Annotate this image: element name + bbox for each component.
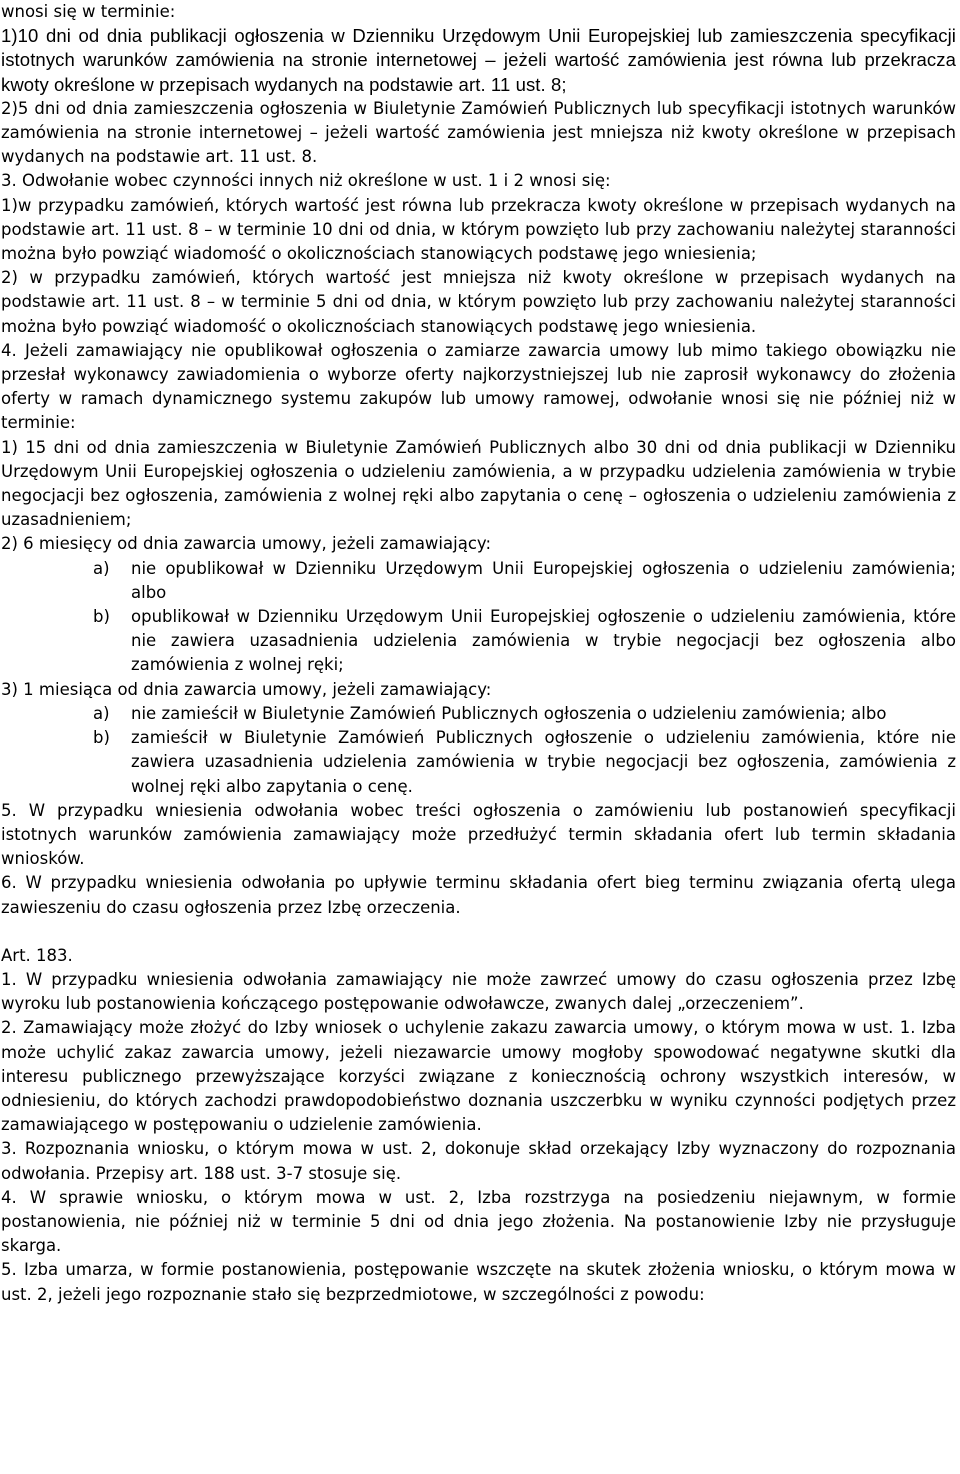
paragraph: 1)10 dni od dnia publikacji ogłoszenia w Dzienniku Urzędowym Unii Europejskiej lub zamieszczenia specyfikacji istotnych warunków zamówienia na stronie internetowej – jeżeli wartość zamówienia jest równa lub przekracza kwoty określone w przepisach wydanych na podstawie art. 11 ust. 8; xyxy=(1,25,956,95)
paragraph: 5. W przypadku wniesienia odwołania wobec treści ogłoszenia o zamówieniu lub postanowień specyfikacji istotnych warunków zamówienia zamawiający może przedłużyć termin składania ofert lub termin składania wniosków. xyxy=(1,800,956,869)
list-item xyxy=(1,726,956,799)
paragraph: 4. Jeżeli zamawiający nie opublikował ogłoszenia o zamiarze zawarcia umowy lub mimo takiego obowiązku nie przesłał wykonawcy zawiadomienia o wyborze oferty najkorzystniejszej lub nie zaprosił wykonawcy do złożenia oferty w ramach dynamicznego systemu zakupów lub umowy ramowej, odwołanie wnosi się nie później niż w terminie: xyxy=(1,340,956,433)
spacer xyxy=(1,920,956,944)
paragraph: 3) 1 miesiąca od dnia zawarcia umowy, jeżeli zamawiający: xyxy=(1,679,492,699)
list-marker: a) xyxy=(93,558,110,578)
list-marker: b) xyxy=(93,728,110,748)
list-item-text: nie zamieścił w Biuletynie Zamówień Publicznych ogłoszenia o udzieleniu zamówienia; albo xyxy=(131,703,887,723)
list-item-text: zamieścił w Biuletynie Zamówień Publicznych ogłoszenie o udzieleniu zamówienia, które nie zawiera uzasadnienia udzielenia zamówienia w trybie negocjacji bez ogłoszenia, zamówienia z wolnej ręki albo zapytania o cenę. xyxy=(131,728,956,796)
list-item xyxy=(1,702,956,726)
paragraph: 1)w przypadku zamówień, których wartość jest równa lub przekracza kwoty określone w przepisach wydanych na podstawie art. 11 ust. 8 – w terminie 10 dni od dnia, w którym powzięto lub przy zachowaniu należytej staranności można było powziąć wiadomość o okolicznościach stanowiących podstawę jego wniesienia; xyxy=(1,195,956,264)
list-marker: b) xyxy=(93,607,110,627)
paragraph: 1. W przypadku wniesienia odwołania zamawiający nie może zawrzeć umowy do czasu ogłoszenia przez Izbę wyroku lub postanowienia kończącego postępowanie odwoławcze, zwanych dalej „orzeczeniem”. xyxy=(1,969,956,1014)
paragraph: 1) 15 dni od dnia zamieszczenia w Biuletynie Zamówień Publicznych albo 30 dni od dnia publikacji w Dzienniku Urzędowym Unii Europejskiej ogłoszenia o udzieleniu zamówienia, a w przypadku udzielenia zamówienia w trybie negocjacji bez ogłoszenia, zamówienia z wolnej ręki albo zapytania o cenę – ogłoszenia o udzieleniu zamówienia z uzasadnieniem; xyxy=(1,437,956,530)
paragraph: 2. Zamawiający może złożyć do Izby wniosek o uchylenie zakazu zawarcia umowy, o którym mowa w ust. 1. Izba może uchylić zakaz zawarcia umowy, jeżeli niezawarcie umowy mogłoby spowodować negatywne skutki dla interesu publicznego przewyższające korzyści związane z koniecznością ochrony wszystkich interesów, w odniesieniu, do których zachodzi prawdopodobieństwo doznania uszczerbku w wyniku czynności podjętych przez zamawiającego w postępowaniu o udzielenie zamówienia. xyxy=(1,1018,956,1135)
article-heading: Art. 183. xyxy=(1,945,73,965)
paragraph: 4. W sprawie wniosku, o którym mowa w ust. 2, Izba rozstrzyga na posiedzeniu niejawnym, w formie postanowienia, nie później niż w terminie 5 dni od dnia jego złożenia. Na postanowienie Izby nie przysługuje skarga. xyxy=(1,1187,956,1256)
paragraph: 3. Rozpoznania wniosku, o którym mowa w ust. 2, dokonuje skład orzekający Izby wyznaczony do rozpoznania odwołania. Przepisy art. 188 ust. 3-7 stosuje się. xyxy=(1,1139,956,1183)
list-item xyxy=(1,605,956,678)
paragraph: 2)5 dni od dnia zamieszczenia ogłoszenia w Biuletynie Zamówień Publicznych lub specyfikacji istotnych warunków zamówienia na stronie internetowej – jeżeli wartość zamówienia jest mniejsza niż kwoty określone w przepisach wydanych na podstawie art. 11 ust. 8. xyxy=(1,98,956,167)
list-marker: a) xyxy=(93,703,110,723)
paragraph: wnosi się w terminie: xyxy=(1,2,176,21)
paragraph: 2) 6 miesięcy od dnia zawarcia umowy, jeżeli zamawiający: xyxy=(1,534,492,554)
paragraph: 6. W przypadku wniesienia odwołania po upływie terminu składania ofert bieg terminu związania ofertą ulega zawieszeniu do czasu ogłoszenia przez Izbę orzeczenia. xyxy=(1,873,956,917)
list-item-text: nie opublikował w Dzienniku Urzędowym Unii Europejskiej ogłoszenia o udzieleniu zamówienia; albo xyxy=(131,558,956,602)
paragraph: 2) w przypadku zamówień, których wartość jest mniejsza niż kwoty określone w przepisach wydanych na podstawie art. 11 ust. 8 – w terminie 5 dni od dnia, w którym powzięto lub przy zachowaniu należytej staranności można było powziąć wiadomość o okolicznościach stanowiących podstawę jego wniesienia. xyxy=(1,268,956,336)
list-item xyxy=(1,557,956,605)
paragraph: 3. Odwołanie wobec czynności innych niż określone w ust. 1 i 2 wnosi się: xyxy=(1,171,611,191)
list-item-text: opublikował w Dzienniku Urzędowym Unii Europejskiej ogłoszenie o udzieleniu zamówienia, które nie zawiera uzasadnienia udzielenia zamówienia w trybie negocjacji bez ogłoszenia albo zamówienia z wolnej ręki; xyxy=(131,607,956,675)
paragraph: 5. Izba umarza, w formie postanowienia, postępowanie wszczęte na skutek złożenia wniosku, o którym mowa w ust. 2, jeżeli jego rozpoznanie stało się bezprzedmiotowe, w szczególności z powodu: xyxy=(1,1260,956,1304)
